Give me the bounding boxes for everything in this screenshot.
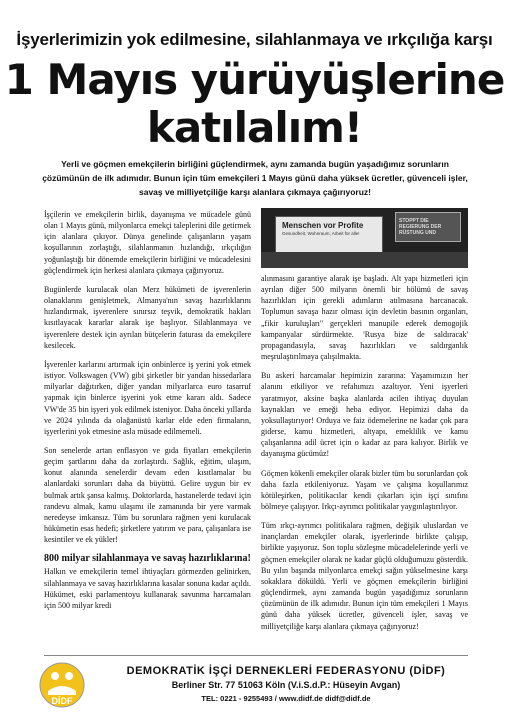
section-heading: 800 milyar silahlanmaya ve savaş hazırlıklarına! bbox=[44, 553, 251, 565]
didf-logo-icon bbox=[38, 661, 86, 709]
banner-subslogan: Gesundheit, Wohnraum, Arbeit für alle! bbox=[282, 231, 360, 236]
paragraph: Halkın ve emekçilerin temel ihtiyaçları görmezden gelinirken, silahlanmaya ve savaş hazırlıklarına kasalar sonuna kadar açıldı. Hükümet, eski parlamentoyu kullanarak savunma harcamaları için 500 milyar kredi bbox=[44, 567, 251, 610]
banner-right-text: STOPPT DIE REGIERUNG DER RÜSTUNG UND bbox=[399, 218, 442, 236]
intro-line-2: çözümünün de ilk adımıdır. Bunun için tüm emekçileri 1 Mayıs günü daha yüksek ücretler, güvenceli işler, bbox=[42, 173, 468, 183]
paragraph: Göçmen kökenli emekçiler olarak bizler tüm bu sorunlardan çok daha fazla etkileniyoruz. Yaşam ve çalışma koşullarımız kötüleşirken, politikacılar kendi çıkarları için işçi sınıfını bölmeye çalışıyor. Irkçı-ayrımcı politikalar yaygınlaştırılıyor. bbox=[261, 468, 468, 511]
paragraph: İşverenler karlarını artırmak için onbinlerce iş yerini yok etmek istiyor. Volkswagen (VW) gibi şirketler bir yandan hissedarlara milyarlar dağıtırken, diğer yandan milyarlarca euro tasarruf yapmak için binlerce işyerini yok etme kararı aldı. Sadece VW'de 35 bin işyeri yok edilmek isteniyor. Daha önceki yıllarda ve 2024 yılında da olağanüstü karlar elde eden firmaların, işyerlerini yok etmesine asla müsade edilmemeli. bbox=[44, 359, 251, 436]
intro-lead bbox=[40, 157, 470, 199]
footer-divider bbox=[44, 655, 468, 656]
intro-line-1: Yerli ve göçmen emekçilerin birliğini güçlendirmek, aynı zamanda bugün yaşadığımız sorunların bbox=[61, 159, 449, 169]
crowd-silhouette bbox=[261, 252, 468, 268]
paragraph: Son senelerde artan enflasyon ve gıda fiyatları emekçilerin geçim şartlarını daha da zorlaştırdı. Sağlık, eğitim, ulaşım, konut alanında senelerdir devam eden kısıtlamalar bu alanlardaki sorunları daha da büyüttü. Gelire uygun bir ev bulmak artık şansa kalmış. Doktorlarda, hastanelerde tedavi için randevu almak, kamu ulaşımı ile zamanında bir yere varmak neredeyse imkansız. Tüm bu sorunlara rağmen yeni kurulacak hükümetin esas hedefi; şirketlere yatırım ve para, çalışanlara ise kesintiler ve ek yükler! bbox=[44, 445, 251, 545]
paragraph: Tüm ırkçı-ayrımcı politikalara rağmen, değişik uluslardan ve inançlardan emekçiler olarak, işyerlerinde birlikte çalışıp, birlikte yaşıyoruz. Son toplu sözleşme mücadelelerinde yerli ve göçmen emekçiler olarak ne kadar güçlü olduğumuzu gösterdik. Bu yılın başında milyonlarca emekçi sağın yükselmesine karşı sokaklara döküldü. Yerli ve göçmen emekçilerin birliğini güçlendirmek, aynı zamanda bugün yaşadığımız sorunların çözümünün de ilk adımıdır. Bunun için tüm emekçileri 1 Mayıs günü daha yüksek ücretler, güvenceli işler, savaş ve milliyetçiliğe karşı alanlara çıkmaya çağırıyoruz! bbox=[261, 521, 468, 631]
headline-line-1: 1 Mayıs yürüyüşlerine bbox=[4, 55, 505, 104]
protest-banner-right bbox=[395, 212, 461, 242]
headline bbox=[0, 56, 509, 152]
paragraph: alınmasını garantiye alarak işe başladı. Alt yapı hizmetleri için ayrılan diğer 500 milyarın önemli bir bölümü de savaş hazırlıkları için gerekli adımların atılmasına harcanacak. Toplumun savaşa hazır olması için devletin basının organları, „fikir kuruluşları" gerçekleri manupile ederek demogojik kampanyalar sürdürmekte. 'Rusya bize de saldıracak' propagandasıyla, savaş hazırlıkları ve saldırganlık meşrulaştırılmaya çalışılmakta. bbox=[261, 274, 468, 362]
paragraph: Bu askeri harcamalar hepimizin zararına: Yaşamımızın her alanını etkiliyor ve refahımızı azaltıyor. Yeni işyerleri yaratmıyor, aksine başka alanlarda acilen ihtiyaç duyulan kaynakları ve emeği heba ediyor. Hepimizi daha da yoksullaştırıyor! Orduya ve faiz ödemelerine ne kadar çok para giderse, kamu hizmetleri, altyapı, emeklilik ve kamu çalışanlarına adil ücret için o kadar az para kalıyor. Birlik ve dayanışma gücümüz! bbox=[261, 371, 468, 459]
paragraph: İşçilerin ve emekçilerin birlik, dayanışma ve mücadele günü olan 1 Mayıs günü, milyonlarca emekçi taleplerini dile getirmek için alanlara çıkıyor. Dünya genelinde çalışanların yaşam koşullarının zorlaştığı, silahlanmanın hızlandığı, ırkçılığın yoğunlaştığı bir dönemde emekçilerin birliğini ve mücadelesini güçlendirmek için herkesi alanlara çıkmaya çağırıyoruz. bbox=[44, 210, 251, 275]
right-column bbox=[261, 273, 468, 640]
kicker-title: İşyerlerimizin yok edilmesine, silahlanmaya ve ırkçılığa karşı bbox=[16, 30, 493, 49]
paragraph: Bugünlerde kurulacak olan Merz hükümeti de işverenlerin olanaklarını genişletmek, Almanya'nın savaş hazırlıklarını hızlandırmak, işverenlere sınırsız teşvik, demokratik hakları kısıtlayacak kararlar alarak işe başlıyor. Silahlanmaya ve işverenlere destek için ayrılan bütçelerin faturası da emekçilere kesilecek. bbox=[44, 284, 251, 350]
organization-name: DEMOKRATİK İŞÇİ DERNEKLERİ FEDERASYONU (DİDF) bbox=[126, 665, 446, 677]
logo-text: DİDF bbox=[51, 696, 73, 706]
footer bbox=[96, 664, 476, 706]
address: Berliner Str. 77 51063 Köln (V.i.S.d.P.: Hüseyin Avgan) bbox=[171, 680, 401, 690]
contact-info: TEL: 0221 - 9255493 / www.didf.de didf@didf.de bbox=[201, 694, 371, 703]
banner-slogan: Menschen vor Profite bbox=[282, 221, 364, 230]
intro-line-3: savaş ve milliyetçiliğe karşı alanlara çıkmaya çağırıyoruz! bbox=[139, 187, 371, 197]
left-column bbox=[44, 209, 251, 619]
protest-photo bbox=[261, 208, 468, 268]
headline-line-2: katılalım! bbox=[146, 103, 363, 152]
